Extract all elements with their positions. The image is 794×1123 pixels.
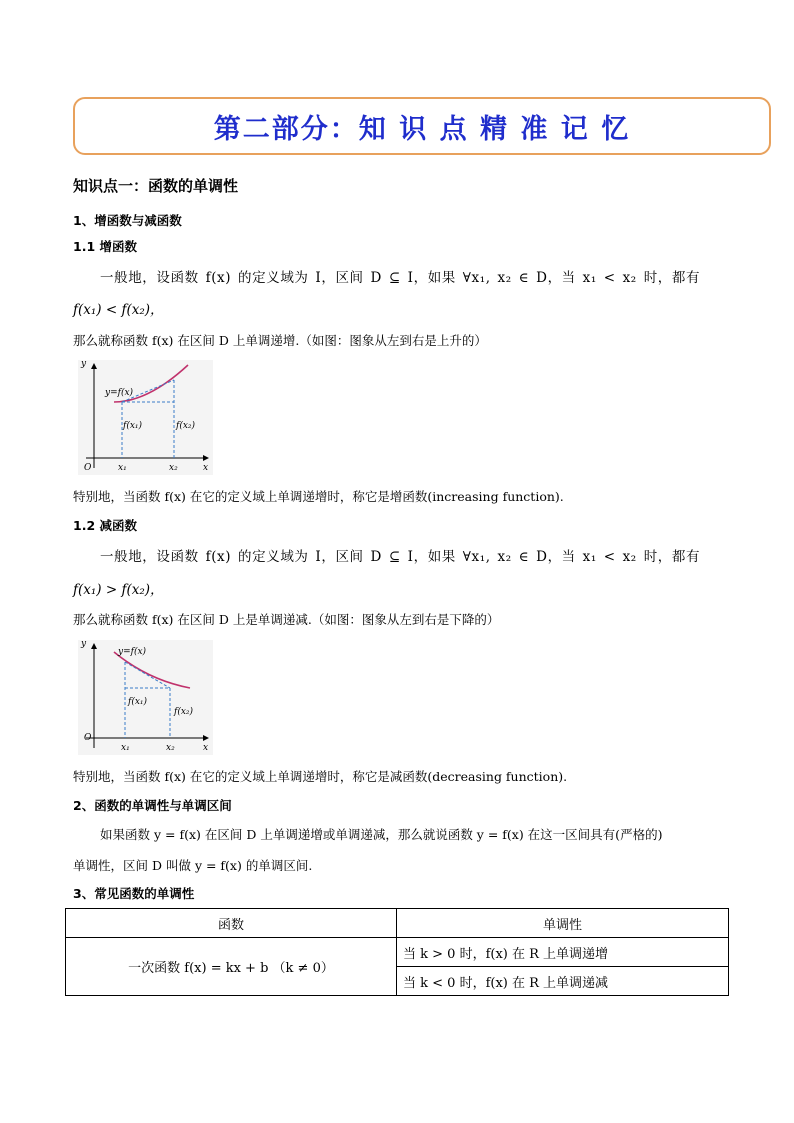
y-axis-label: y: [81, 360, 87, 369]
increasing-special-note: 特别地，当函数 f(x) 在它的定义域上单调递增时，称它是增函数(increasing function).: [73, 489, 564, 504]
increasing-definition-line3: 那么就称函数 f(x) 在区间 D 上单调递增.（如图：图象从左到右是上升的）: [73, 333, 487, 348]
decreasing-special-note: 特别地，当函数 f(x) 在它的定义域上单调递增时，称它是减函数(decreasing function).: [73, 769, 568, 784]
increasing-function-graph: [78, 360, 213, 475]
table-row: [66, 938, 729, 967]
fx2-label: f(x₂): [174, 707, 194, 717]
subsection-heading-2: 2、函数的单调性与单调区间: [73, 798, 232, 813]
monotonic-interval-line2: 单调性，区间 D 叫做 y = f(x) 的单调区间.: [73, 858, 313, 873]
curve-label: y=f(x): [118, 647, 147, 657]
table-header-function: 函数: [66, 909, 397, 938]
origin-label: O: [84, 733, 92, 743]
monotonic-interval-line1: 如果函数 y = f(x) 在区间 D 上单调递增或单调递减，那么就说函数 y = f(x) 在这一区间具有(严格的): [100, 827, 663, 842]
monotonicity-table: [65, 908, 729, 996]
x-axis-label: x: [203, 743, 209, 753]
fx1-label: f(x₁): [128, 697, 148, 707]
x-axis-label: x: [203, 463, 209, 473]
x2-label: x₂: [169, 463, 178, 473]
section-heading: 知识点一：函数的单调性: [73, 177, 239, 195]
y-axis-label: y: [81, 640, 87, 649]
title-box: [73, 97, 771, 155]
fx2-label: f(x₂): [176, 421, 196, 431]
subsection-heading-1: 1、增函数与减函数: [73, 213, 182, 228]
decreasing-function-graph: [78, 640, 213, 755]
table-header-monotonicity: 单调性: [397, 909, 729, 938]
increasing-condition-cell: 当 k > 0 时，f(x) 在 R 上单调递增: [397, 938, 729, 967]
x2-label: x₂: [166, 743, 175, 753]
curve-label: y=f(x): [105, 388, 134, 398]
decreasing-definition-line3: 那么就称函数 f(x) 在区间 D 上是单调递减.（如图：图象从左到右是下降的）: [73, 612, 500, 627]
table-header-row: [66, 909, 729, 938]
page-title: 第二部分：知 识 点 精 准 记 忆: [213, 113, 631, 145]
increasing-heading: 1.1 增函数: [73, 239, 137, 254]
decreasing-heading: 1.2 减函数: [73, 518, 137, 533]
x1-label: x₁: [118, 463, 127, 473]
decreasing-definition-line1: 一般地，设函数 f(x) 的定义域为 I，区间 D ⊆ I，如果 ∀x₁, x₂ ∈ D，当 x₁ < x₂ 时，都有: [100, 549, 701, 565]
subsection-heading-3: 3、常见函数的单调性: [73, 886, 195, 901]
decreasing-condition-cell: 当 k < 0 时，f(x) 在 R 上单调递减: [397, 967, 729, 996]
fx1-label: f(x₁): [123, 421, 143, 431]
increasing-definition-line2: f(x₁) < f(x₂)，: [73, 302, 164, 318]
x1-label: x₁: [121, 743, 130, 753]
decreasing-definition-line2: f(x₁) > f(x₂)，: [73, 582, 164, 598]
linear-function-cell: 一次函数 f(x) = kx + b （k ≠ 0）: [66, 938, 397, 996]
increasing-definition-line1: 一般地，设函数 f(x) 的定义域为 I，区间 D ⊆ I，如果 ∀x₁, x₂ ∈ D，当 x₁ < x₂ 时，都有: [100, 270, 701, 286]
origin-label: O: [84, 463, 92, 473]
